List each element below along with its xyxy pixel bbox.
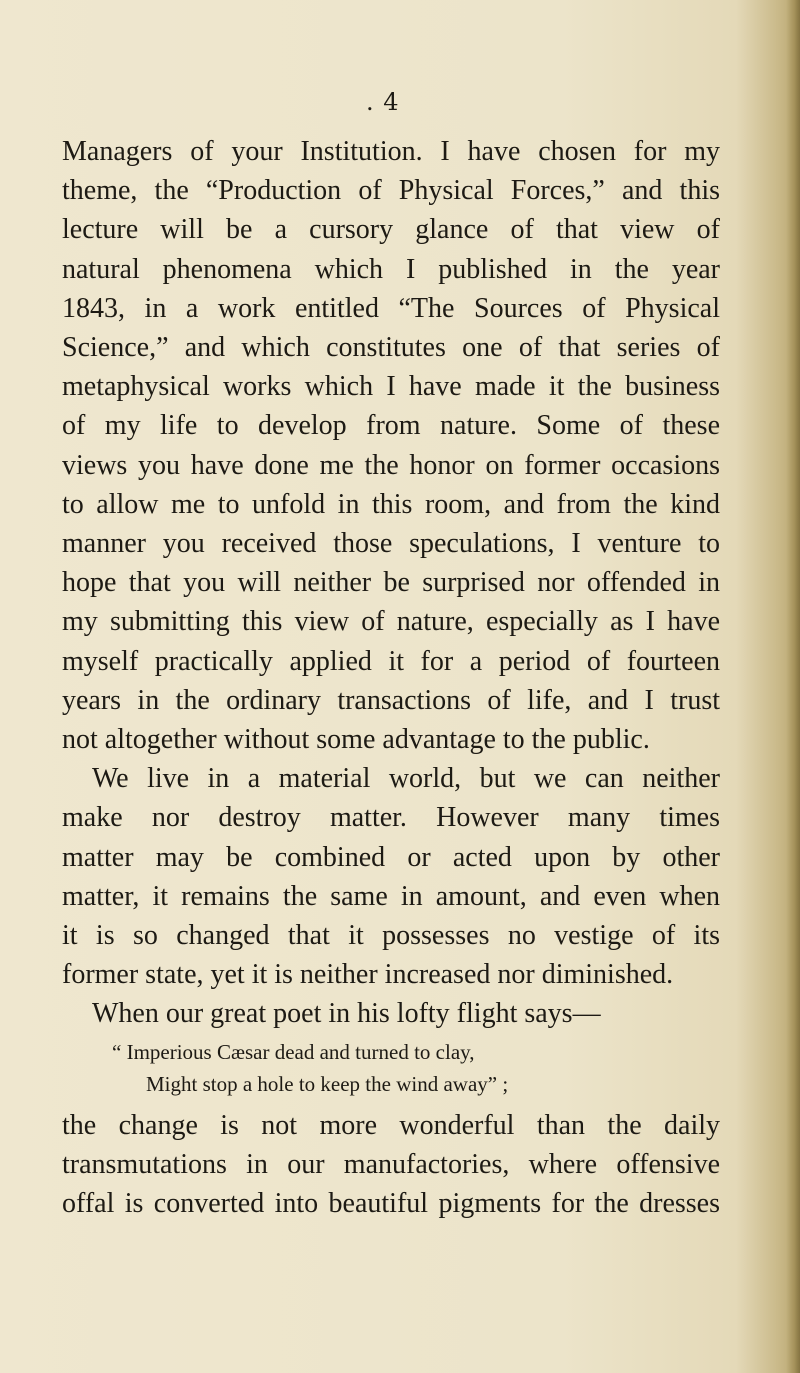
text-line: lecture will be a cursory glance of that view of xyxy=(62,214,720,246)
quote-line: Might stop a hole to keep the wind away” ; xyxy=(146,1071,509,1096)
page-edge-shadow xyxy=(786,0,800,1373)
continuation-paragraph xyxy=(62,1106,720,1224)
text-line: 1843, in a work entitled “The Sources of Physical xyxy=(62,292,720,324)
text-line: not altogether without some advantage to the public. xyxy=(62,724,650,756)
paragraph-1 xyxy=(62,132,720,759)
text-line: matter may be combined or acted upon by other xyxy=(62,841,720,873)
text-line: it is so changed that it possesses no vestige of its xyxy=(62,920,720,952)
text-line: myself practically applied it for a period of fourteen xyxy=(62,645,720,677)
text-line: natural phenomena which I published in the year xyxy=(62,253,720,285)
text-line: years in the ordinary transactions of life, and I trust xyxy=(62,684,720,716)
text-line: matter, it remains the same in amount, and even when xyxy=(62,880,720,912)
text-line: my submitting this view of nature, especially as I have xyxy=(62,606,720,638)
quote-line: “ Imperious Cæsar dead and turned to clay, xyxy=(112,1039,475,1064)
text-line: hope that you will neither be surprised nor offended in xyxy=(62,567,720,599)
text-line: theme, the “Production of Physical Forces,” and this xyxy=(62,175,720,207)
paragraph-3 xyxy=(62,994,720,1033)
text-line: When our great poet in his lofty flight says— xyxy=(92,998,601,1030)
body-text xyxy=(62,132,720,1223)
page-number: . 4 xyxy=(366,88,400,116)
text-line: transmutations in our manufactories, where offensive xyxy=(62,1148,720,1180)
text-line: of my life to develop from nature. Some of these xyxy=(62,410,720,442)
text-line: views you have done me the honor on former occasions xyxy=(62,449,720,481)
text-line: to allow me to unfold in this room, and from the kind xyxy=(62,488,720,520)
text-line: Managers of your Institution. I have chosen for my xyxy=(62,136,720,167)
block-quote xyxy=(62,1036,720,1100)
text-line: Science,” and which constitutes one of that series of xyxy=(62,332,720,364)
text-line: metaphysical works which I have made it the business xyxy=(62,371,720,403)
paragraph-2 xyxy=(62,759,720,994)
text-line: former state, yet it is neither increased nor diminished. xyxy=(62,959,674,991)
text-line: manner you received those speculations, I venture to xyxy=(62,528,720,560)
text-line: the change is not more wonderful than the daily xyxy=(62,1109,720,1141)
text-line: offal is converted into beautiful pigments for the dresses xyxy=(62,1188,720,1220)
text-line: make nor destroy matter. However many times xyxy=(62,802,720,834)
text-line: We live in a material world, but we can neither xyxy=(92,763,720,795)
